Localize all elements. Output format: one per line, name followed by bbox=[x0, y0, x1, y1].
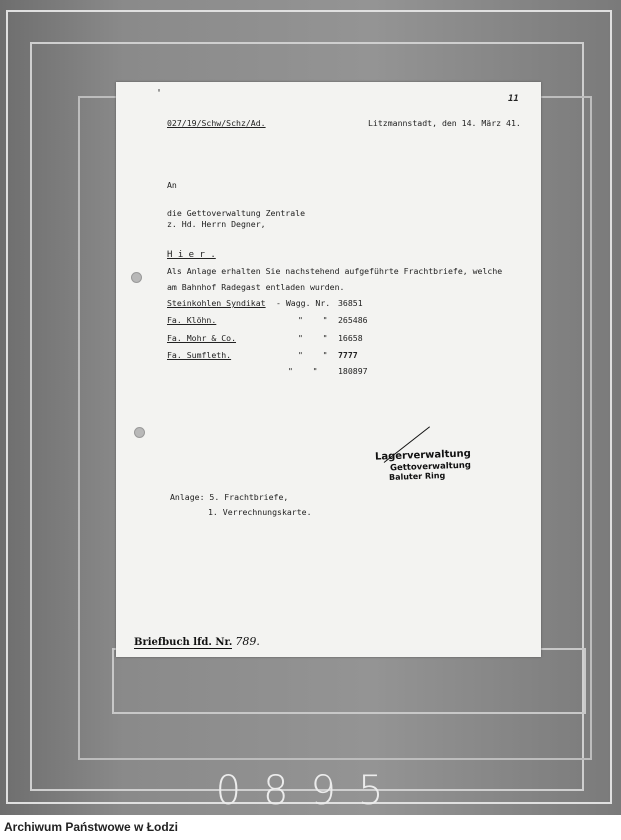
shipment-company: Steinkohlen Syndikat bbox=[167, 298, 266, 308]
shipment-company: Fa. Mohr & Co. bbox=[167, 333, 237, 343]
shipment-sep: " " bbox=[298, 350, 328, 360]
shipment-number: 16658 bbox=[338, 333, 363, 343]
frame-counter: 0895 bbox=[215, 768, 406, 814]
frame-lower bbox=[112, 648, 586, 714]
location-line: H i e r . bbox=[167, 250, 216, 260]
shipment-company: Fa. Sumfleth. bbox=[167, 350, 232, 360]
stamp-line3: Baluter Ring bbox=[388, 471, 446, 482]
page-number: 11 bbox=[508, 94, 519, 104]
shipment-sep: " " bbox=[298, 315, 328, 325]
shipment-sep: " " bbox=[288, 366, 318, 376]
shipment-number: 265486 bbox=[338, 315, 368, 325]
body-line1: Als Anlage erhalten Sie nachstehend aufgeführte Frachtbriefe, welche bbox=[167, 266, 503, 276]
recipient-line2: z. Hd. Herrn Degner, bbox=[167, 219, 266, 229]
shipment-sep: " " bbox=[298, 333, 328, 343]
archive-footer bbox=[0, 815, 621, 840]
enclosure-line1: Anlage: 5. Frachtbriefe, bbox=[170, 492, 289, 502]
stamp-line2: Gettoverwaltung bbox=[389, 460, 472, 474]
corner-mark: ' bbox=[156, 88, 163, 99]
briefbuch-stamp bbox=[134, 635, 260, 648]
reference: 027/19/Schw/Schz/Ad. bbox=[167, 118, 266, 128]
punch-hole-top bbox=[131, 272, 142, 283]
letter-page bbox=[116, 82, 541, 657]
place-date: Litzmannstadt, den 14. März 41. bbox=[368, 118, 521, 128]
recipient-line1: die Gettoverwaltung Zentrale bbox=[167, 208, 306, 218]
shipment-number: 36851 bbox=[338, 298, 363, 308]
salutation: An bbox=[167, 180, 177, 190]
shipment-company: Fa. Klöhn. bbox=[167, 315, 217, 325]
briefbuch-number: 789. bbox=[235, 635, 260, 648]
shipment-sep: - Wagg. Nr. bbox=[276, 298, 331, 308]
body-line2: am Bahnhof Radegast entladen wurden. bbox=[167, 282, 345, 292]
punch-hole-bottom bbox=[134, 427, 145, 438]
shipment-number: 180897 bbox=[338, 366, 368, 376]
shipment-number: 7777 bbox=[338, 350, 358, 360]
enclosure-line2: 1. Verrechnungskarte. bbox=[208, 507, 312, 517]
stamp-line1: Lagerverwaltung bbox=[374, 448, 471, 463]
briefbuch-label: Briefbuch lfd. Nr. bbox=[134, 637, 233, 648]
archive-name: Archiwum Państwowe w Łodzi bbox=[4, 820, 179, 834]
